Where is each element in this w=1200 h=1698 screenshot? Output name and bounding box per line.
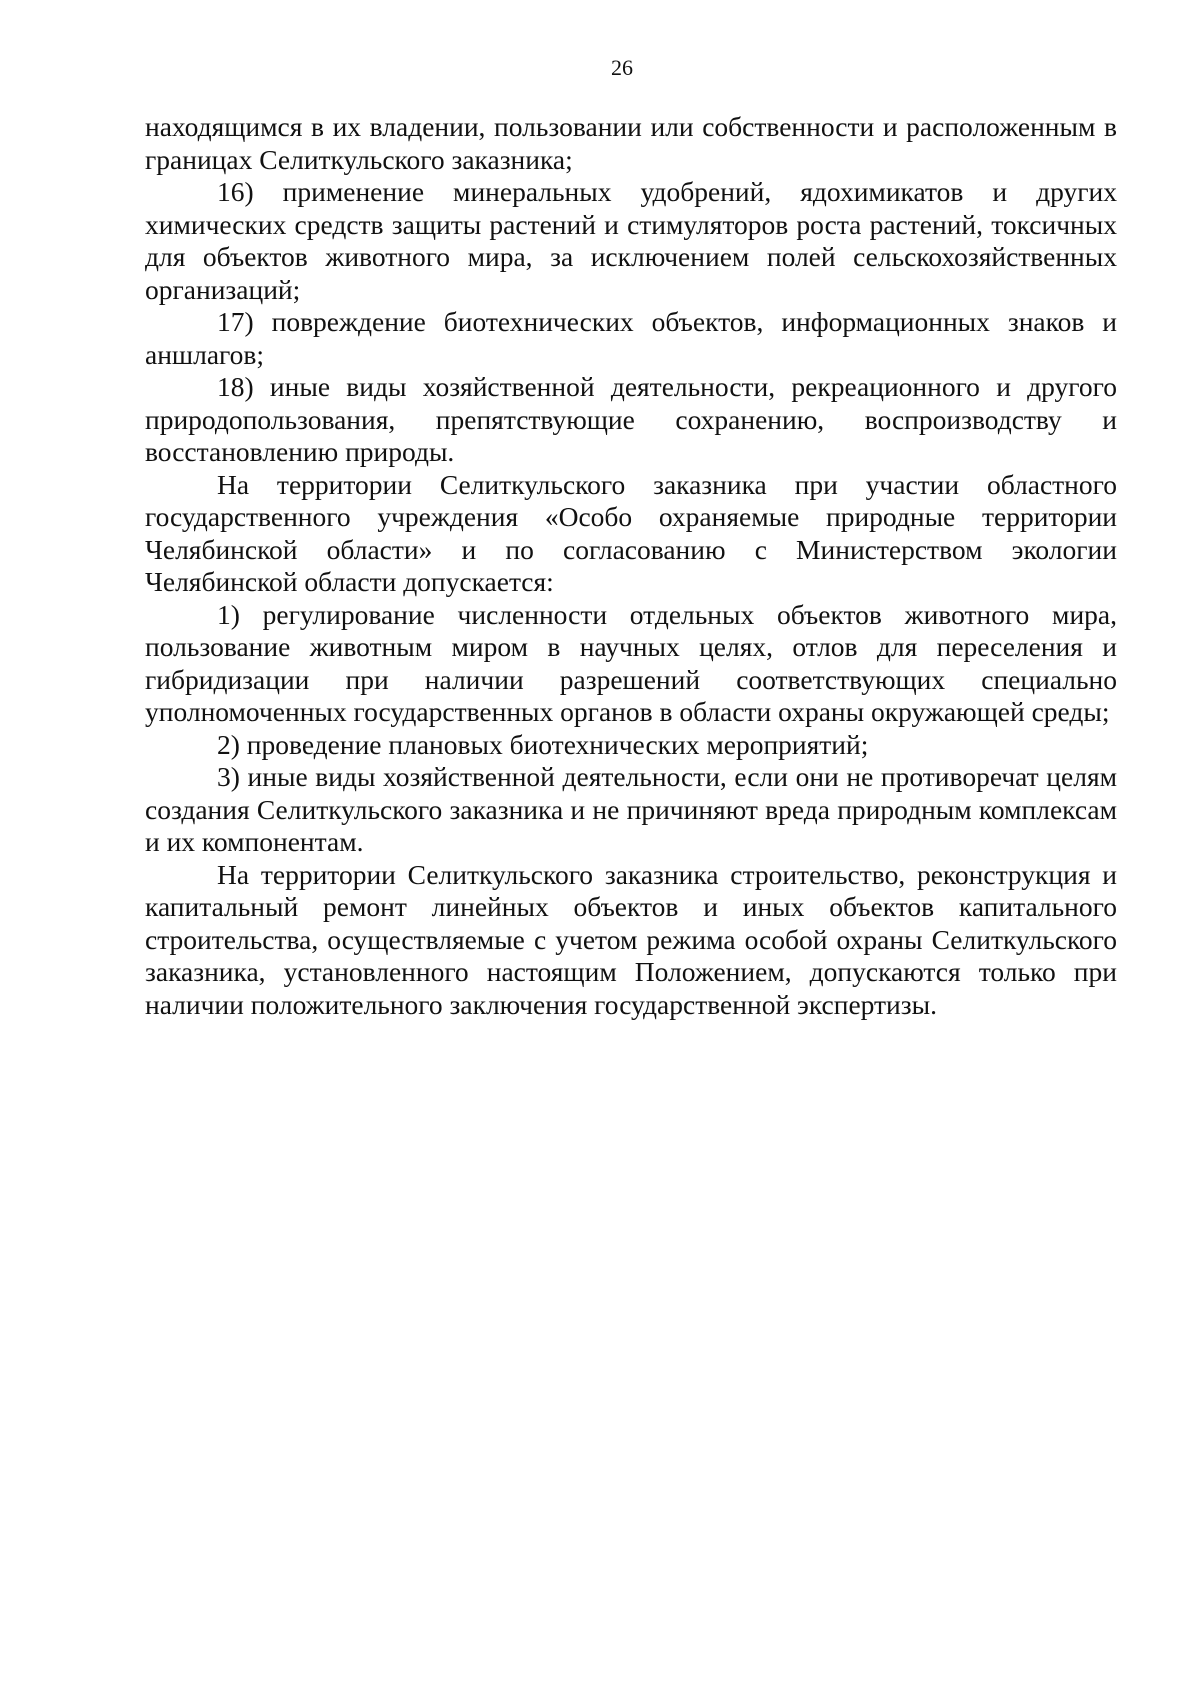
paragraph: 3) иные виды хозяйственной деятельности, если они не противоречат целям создания Селиткульского заказника и не причиняют вреда природным комплексам и их компонентам. (145, 761, 1117, 857)
page-number: 26 (611, 55, 633, 80)
paragraph: находящимся в их владении, пользовании или собственности и расположенным в границах Селиткульского заказника; (145, 111, 1117, 175)
document-body (145, 111, 1117, 1021)
paragraph: 1) регулирование численности отдельных объектов животного мира, пользование животным миром в научных целях, отлов для переселения и гибридизации при наличии разрешений соответствующих специально уполномоченных государственных органов в области охраны окружающей среды; (145, 598, 1117, 727)
paragraph: На территории Селиткульского заказника строительство, реконструкция и капитальный ремонт линейных объектов и иных объектов капитального строительства, осуществляемые с учетом режима особой охраны Селиткульского заказника, установленного настоящим Положением, допускаются только при наличии положительного заключения государственной экспертизы. (145, 858, 1117, 1020)
paragraph: 2) проведение плановых биотехнических мероприятий; (217, 728, 869, 760)
paragraph: 16) применение минеральных удобрений, ядохимикатов и других химических средств защиты растений и стимуляторов роста растений, токсичных для объектов животного мира, за исключением полей сельскохозяйственных организаций; (145, 176, 1117, 305)
paragraph: На территории Селиткульского заказника при участии областного государственного учреждения «Особо охраняемые природные территории Челябинской области» и по согласованию с Министерством экологии Челябинской области допускается: (145, 468, 1117, 597)
paragraph: 17) повреждение биотехнических объектов, информационных знаков и аншлагов; (145, 306, 1117, 370)
paragraph: 18) иные виды хозяйственной деятельности, рекреационного и другого природопользования, препятствующие сохранению, воспроизводству и восстановлению природы. (145, 371, 1117, 467)
